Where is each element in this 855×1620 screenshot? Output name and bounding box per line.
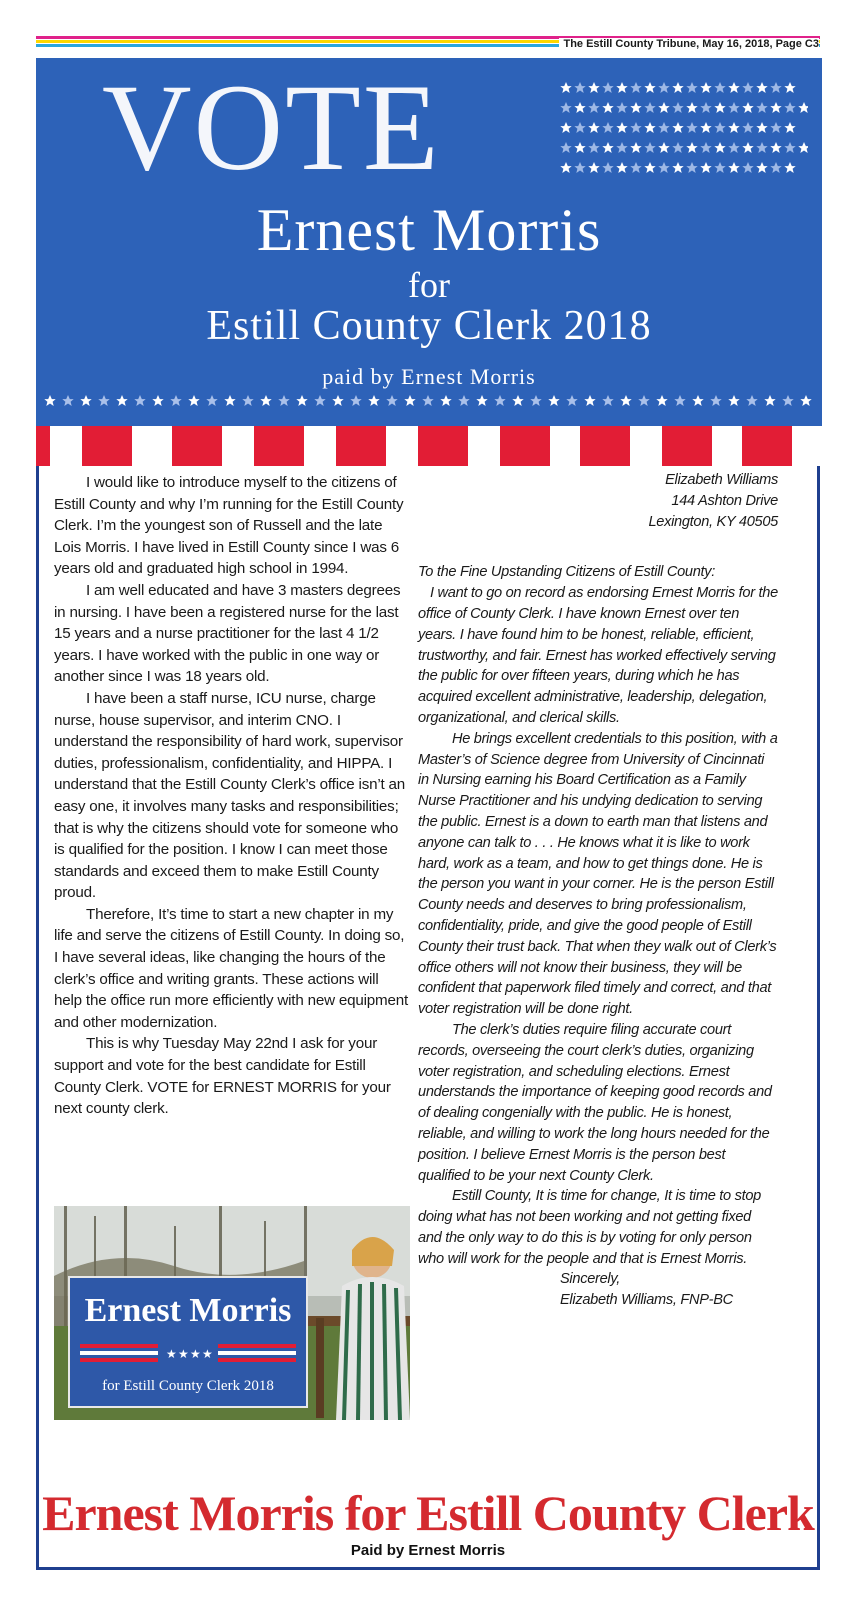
letter-paragraph: Estill County, It is time for change, It is time to stop doing what has not been working and not getting fixed and the only way to do this is by voting for only person who will work for the people and that is Ernest Morris. bbox=[418, 1188, 761, 1267]
sign-subtitle: for Estill County Clerk 2018 bbox=[102, 1378, 274, 1394]
svg-text:★: ★ bbox=[190, 1347, 201, 1361]
candidate-photo bbox=[54, 1206, 410, 1420]
office-title: Estill County Clerk 2018 bbox=[206, 303, 652, 349]
letter-paragraph: I want to go on record as endorsing Ernest Morris for the office of County Clerk. I have known Ernest over ten years. I have found him to be honest, reliable, efficient, trustworthy, and fair. Ernest has worked effectively serving the public for over fifteen years, during which he has acquired excellent administrative, leadership, delegation, organizational, and clerical skills. bbox=[418, 585, 778, 726]
address-line: 144 Ashton Drive bbox=[671, 492, 778, 509]
candidate-name: Ernest Morris bbox=[256, 197, 602, 263]
closing: Sincerely, bbox=[560, 1271, 620, 1288]
intro-paragraph: This is why Tuesday May 22nd I ask for your support and vote for the best candidate for Estill County Clerk. VOTE for ERNEST MORRIS for your next county clerk. bbox=[54, 1035, 391, 1118]
intro-paragraph: I would like to introduce myself to the citizens of Estill County and why I’m running for the Estill County Clerk. I’m the youngest son of Russell and the late Lois Morris. I have lived in Estill County since I was 6 years old and graduated high school in 1994. bbox=[54, 474, 404, 578]
sign-name: Ernest Morris bbox=[84, 1292, 292, 1329]
footer-headline: Ernest Morris for Estill County Clerk bbox=[42, 1485, 814, 1541]
address-line: Elizabeth Williams bbox=[665, 472, 778, 488]
sign-stripes-stars-icon bbox=[80, 1344, 296, 1370]
star-grid-icon bbox=[558, 82, 808, 182]
vote-banner bbox=[36, 58, 822, 426]
footer-paid-by: Paid by Ernest Morris bbox=[350, 1542, 506, 1559]
svg-text:★: ★ bbox=[202, 1347, 213, 1361]
star-row-icon bbox=[40, 392, 820, 410]
paid-by-line: paid by Ernest Morris bbox=[322, 364, 536, 389]
campaign-sign bbox=[68, 1276, 308, 1408]
intro-paragraph: Therefore, It’s time to start a new chapter in my life and serve the citizens of Estill County. In doing so, I have several ideas, like changing the hours of the clerk’s office and writing grants. These actions will help the office run more efficiently with new equipment and other modernization. bbox=[54, 905, 408, 1031]
svg-text:★: ★ bbox=[166, 1347, 177, 1361]
intro-column bbox=[54, 472, 410, 1120]
salutation: To the Fine Upstanding Citizens of Estill County: bbox=[418, 564, 716, 581]
svg-text:★: ★ bbox=[178, 1347, 189, 1361]
intro-paragraph: I have been a staff nurse, ICU nurse, charge nurse, house supervisor, and interim CNO. I understand the responsibility of hard work, supervisor duties, professionalism, confidentiality, and HIPPA. I understand that the Estill County Clerk’s office isn’t an easy one, it involves many tasks and responsibilities; that is why the citizens should vote for someone who is qualified for the position. I know I can meet those standards and exceed them to make Estill County proud. bbox=[54, 689, 406, 902]
signature: Elizabeth Williams, FNP-BC bbox=[560, 1292, 733, 1309]
letter-paragraph: The clerk’s duties require filing accurate court records, overseeing the court clerk’s duties, organizing voter registration, and scheduling elections. Ernest understands the importance of keeping good records and of dealing congenially with the public. He is honest, reliable, and willing to work the long hours needed for the position. I believe Ernest Morris is the person best qualified to be your next County Clerk. bbox=[418, 1021, 772, 1184]
vote-headline: VOTE bbox=[102, 59, 441, 196]
red-white-stripes bbox=[36, 426, 822, 466]
letter-paragraph: He brings excellent credentials to this position, with a Master’s of Science degree from University of Cincinnati in Nursing earning his Board Certification as a Family Nurse Practitioner and his undying dedication to serving the public. Ernest is a down to earth man that listens and anyone can talk to . . . He knows what it is like to work hard, work as a team, and how to get things done. He is the person you want in your corner. He is the person Estill County needs and deserves to bring professionalism, confidentiality, pride, and give the good people of Estill County their trust back. That when they walk out of Clerk’s office others will not know their business, they will be confident that paperwork filed timely and correct, and that voter registration will be done right. bbox=[418, 730, 778, 1018]
sender-address bbox=[418, 470, 778, 532]
page-folio: The Estill County Tribune, May 16, 2018, Page C3 bbox=[559, 38, 819, 50]
for-word: for bbox=[408, 265, 450, 305]
address-line: Lexington, KY 40505 bbox=[648, 513, 778, 530]
intro-paragraph: I am well educated and have 3 masters degrees in nursing. I have been a registered nurse for the last 15 years and a nurse practitioner for the last 4 1/2 years. I have worked with the public in one way or another since I was 18 years old. bbox=[54, 581, 401, 686]
endorsement-letter bbox=[418, 470, 778, 1311]
